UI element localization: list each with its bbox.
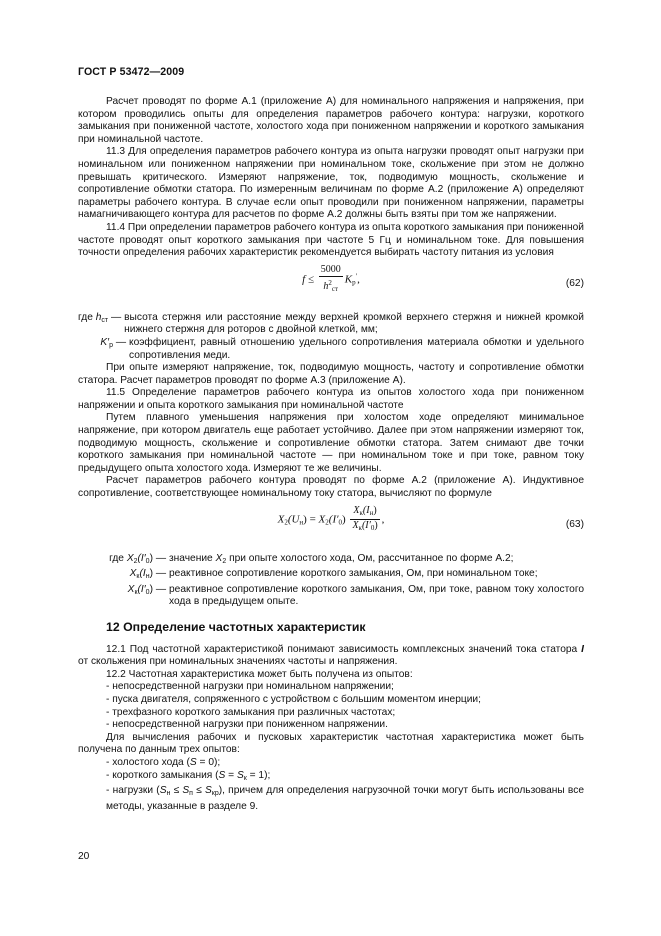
item-text: = 1);: [246, 769, 271, 781]
symbol: X: [126, 552, 134, 564]
section-heading: 12 Определение частотных характеристик: [106, 620, 366, 634]
paragraph-12-2: 12.2 Частотная характеристика может быть получена из опытов:: [106, 668, 413, 680]
symbol: S: [204, 785, 212, 797]
formula-62: [78, 264, 584, 308]
where-entry: [78, 584, 584, 609]
item-text: ≤: [170, 785, 183, 797]
where-definition: реактивное сопротивление короткого замыкания, Ом, при токе, равном току холостого хода в предыдущем опыте.: [169, 583, 584, 608]
subscript: н: [166, 790, 171, 798]
subscript: к: [243, 774, 247, 782]
paragraph-text: от скольжения при номинальных значениях частоты и напряжения.: [78, 656, 398, 668]
definition-text: значение: [169, 552, 213, 564]
fraction-numerator: 5000: [319, 264, 343, 278]
paragraph: Для вычисления рабочих и пусковых характеристик частотная характеристика может быть получена по данным трех опытов:: [78, 731, 584, 756]
dash: —: [115, 336, 126, 348]
subscript: к: [134, 588, 138, 596]
list-three-experiments: [78, 757, 584, 813]
fraction-numerator: [350, 505, 379, 521]
where-definition: реактивное сопротивление короткого замыкания, Ом, при номинальном токе;: [169, 568, 538, 580]
symbol-k: K: [344, 273, 353, 286]
argument: (I′: [328, 513, 339, 526]
subscript: 0: [145, 557, 150, 565]
subscript: 2: [222, 557, 227, 565]
subscript: 2: [325, 518, 329, 527]
where-definition: [169, 553, 584, 569]
where-definition: коэффициент, равный отношению удельного сопротивления материала обмотки и удельного сопротивления меди.: [129, 336, 584, 361]
symbol: S: [236, 769, 244, 781]
page-body: [78, 96, 584, 813]
paragraph-12-1: [78, 644, 584, 669]
argument: (I: [362, 504, 370, 516]
formula-tail: ,: [357, 273, 360, 286]
symbol: X: [129, 568, 137, 580]
item-text: ≤: [192, 785, 205, 797]
where-symbol: [78, 312, 124, 337]
paragraph-11-5: 11.5 Определение параметров рабочего контура из опытов холостого хода при пониженном напряжении и опыта короткого замыкания при номинальной частоте: [78, 387, 584, 411]
where-symbol: [78, 568, 169, 584]
argument: (I′: [137, 552, 146, 564]
where-entry: [78, 553, 584, 569]
symbol: X: [215, 552, 223, 564]
item-text: - нагрузки (: [106, 785, 160, 797]
argument: (I: [139, 568, 146, 580]
fraction-denominator: [350, 520, 379, 535]
subscript: кр: [211, 790, 219, 798]
symbol: S: [159, 785, 167, 797]
item-text: - холостого хода (: [106, 756, 190, 768]
formula-lhs: f ≤: [302, 273, 314, 286]
fraction: [319, 264, 343, 296]
paragraph: Путем плавного уменьшения напряжения при холостом ходе определяют минимальное напряжение, при котором двигатель еще работает устойчиво. Далее при этом напряжении измеряют ток, подводимую мощность, скольжение и сопротивление обмотки статора. Затем снимают две точки короткого замыкания при номинальной частоте — при номинальном токе и при токе, равном току предыдущего опыта холостого хода. Измеряют те же величины.: [78, 412, 584, 474]
list-item: - непосредственной нагрузки при пониженном напряжении.: [106, 719, 388, 731]
list-item: [106, 770, 584, 786]
page-number: 20: [78, 851, 90, 862]
item-text: = 0);: [196, 756, 221, 768]
subscript: р: [352, 278, 356, 287]
paragraph: Расчет параметров рабочего контура проводят по форме А.2 (приложение А). Индуктивное сопротивление, соответствующее номинальному току статора, вычисляют по формуле: [78, 475, 584, 500]
definition-text: при опыте холостого хода, Ом, рассчитанное по форме А.2;: [229, 552, 514, 564]
argument-close: ): [342, 513, 346, 526]
subscript: ст: [331, 285, 339, 294]
subscript: 0: [338, 518, 343, 527]
subscript: н: [299, 518, 304, 527]
where-definition: высота стержня или расстояние между верхней кромкой верхнего стержня и нижней кромкой нижнего стержня для роторов с двойной клеткой, мм;: [124, 311, 584, 336]
list-item: - пуска двигателя, сопряженного с устройством с большим моментом инерции;: [106, 693, 481, 705]
item-text: ), причем для определения нагрузочной точки могут быть использованы все методы, указанные в разделе 9.: [106, 785, 584, 812]
symbol: S: [182, 785, 190, 797]
paragraph-11-3: 11.3 Для определения параметров рабочего контура из опыта нагрузки проводят опыт нагрузки при номинальном или пониженном напряжении при номинальном токе, скольжение при этом не должно превышать критического. Измеряют напряжение, ток, подводимую мощность, скольжение и сопротивление обмотки статора. По измеренным величинам по форме А.2 (приложение А) определяют параметры рабочего контура. В случае если опыт проводили при пониженном напряжении, параметры намагничивающего контура для расчетов по форме А.2 должны быть взяты при том же напряжении.: [78, 146, 584, 221]
page-header: ГОСТ Р 53472—2009: [78, 66, 185, 78]
symbol-x: X: [352, 520, 359, 532]
subscript: 0: [370, 524, 375, 533]
prime: ′: [355, 272, 358, 281]
formula-number: (62): [565, 277, 584, 289]
where-entry: [78, 312, 584, 337]
subscript: 0: [145, 588, 150, 596]
subscript: н: [145, 573, 150, 581]
symbol: S: [218, 769, 226, 781]
paragraph-text: 12.1 Под частотной характеристикой понимают зависимость комплексных значений тока статора: [106, 643, 578, 655]
where-symbol: [78, 584, 169, 609]
paragraph: Расчет проводят по форме А.1 (приложение А) для номинального напряжения и напряжения, при котором проводились опыты для определения параметров рабочего контура: нагрузки, короткого замыкания при пониженной частоте, холостого хода при пониженном напряжении и короткого замыкания при номинальной частоте.: [78, 96, 584, 145]
symbol-x: X: [277, 513, 285, 526]
argument-close: ) =: [303, 513, 316, 526]
list-experiments: [78, 681, 584, 731]
where-entry: [78, 337, 584, 362]
list-item: [106, 785, 584, 813]
argument-close: ): [374, 520, 378, 532]
dash: —: [155, 583, 166, 595]
dash: —: [155, 568, 166, 580]
subscript: к: [358, 524, 362, 533]
where-entry: [78, 568, 584, 584]
subscript: ст: [101, 316, 109, 324]
subscript: п: [189, 790, 193, 798]
formula-63: [78, 505, 584, 549]
formula-number: (63): [565, 518, 584, 530]
formula-tail: ,: [381, 513, 385, 526]
fraction: [350, 505, 379, 535]
symbol-x: X: [318, 513, 326, 526]
symbol-h: h: [323, 281, 329, 293]
subscript: 2: [284, 518, 288, 527]
dash: —: [110, 311, 122, 323]
superscript: 2: [328, 279, 332, 288]
dash: —: [155, 552, 166, 564]
subscript: н: [369, 508, 374, 517]
symbol: K′: [100, 336, 110, 348]
where-symbol: [78, 553, 169, 569]
paragraph-11-4: 11.4 При определении параметров рабочего контура из опыта короткого замыкания при пониженной частоте проводят опыт короткого замыкания при частоте 5 Гц и номинальном токе. Для повышения точности определения рабочих характеристик рекомендуется выбирать частоту питания из условия: [78, 221, 584, 259]
list-item: [106, 757, 584, 770]
symbol-x: X: [353, 504, 360, 516]
paragraph: При опыте измеряют напряжение, ток, подводимую мощность, частоту и сопротивление обмотки статора. Расчет параметров проводят по форме А.3 (приложение А).: [78, 362, 584, 386]
list-item: - непосредственной нагрузки при номинальном напряжении;: [106, 681, 394, 693]
argument: (I′: [361, 520, 371, 532]
where-prefix: где: [78, 311, 93, 323]
symbol: h: [95, 311, 102, 323]
argument-close: ): [149, 552, 153, 564]
argument-close: ): [149, 583, 153, 595]
symbol: X: [127, 583, 135, 595]
item-text: - короткого замыкания (: [106, 769, 219, 781]
subscript: к: [136, 573, 140, 581]
subscript: 2: [133, 557, 138, 565]
list-item: - трехфазного короткого замыкания при различных частотах;: [106, 706, 396, 718]
fraction-denominator: [319, 277, 343, 296]
item-text: =: [225, 769, 237, 781]
symbol: I: [581, 643, 584, 655]
argument-close: ): [373, 504, 377, 516]
argument: (U: [287, 513, 300, 526]
subscript: р: [109, 341, 113, 349]
symbol: S: [189, 756, 197, 768]
where-prefix: где: [109, 552, 124, 564]
argument-close: ): [149, 568, 153, 580]
subscript: к: [359, 508, 363, 517]
where-symbol: [78, 337, 129, 362]
argument: (I′: [137, 583, 146, 595]
